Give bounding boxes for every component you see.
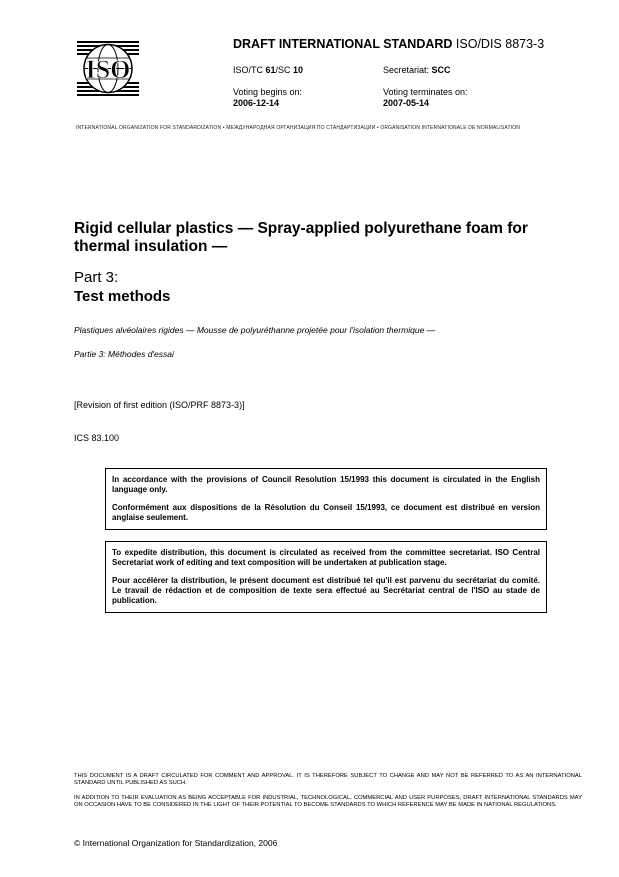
document-title: Rigid cellular plastics — Spray-applied polyurethane foam for thermal insulation — [74, 220, 528, 255]
distribution-notice-box [105, 541, 547, 613]
part-name: Test methods [74, 288, 171, 305]
voting-ends-label: Voting terminates on: [383, 87, 468, 97]
secretariat [383, 65, 451, 76]
voting-begins-date: 2006-12-14 [233, 98, 280, 108]
secretariat-value: SCC [431, 65, 451, 75]
committee-sc: 10 [293, 65, 304, 75]
language-notice-box [105, 468, 547, 530]
evaluation-disclaimer: IN ADDITION TO THEIR EVALUATION AS BEING ACCEPTABLE FOR INDUSTRIAL, TECHNOLOGICAL, COMMERCIAL AND USER PURPOSES, DRAFT INTERNATIONAL STANDARDS MAY ON OCCASION HAVE TO BE CONSIDERED IN THE LIGHT OF THEIR POTENTIAL TO BECOME STANDARDS TO WHICH REFERENCE MAY BE MADE IN NATIONAL REGULATIONS. [74, 795, 582, 808]
iso-logo [77, 41, 139, 96]
voting-ends-date: 2007-05-14 [383, 98, 430, 108]
secretariat-label: Secretariat: [383, 65, 432, 75]
doc-type: DRAFT INTERNATIONAL STANDARD [233, 37, 453, 51]
header-title [233, 37, 544, 51]
voting-begins [233, 87, 302, 109]
french-title: Plastiques alvéolaires rigides — Mousse de polyuréthanne projetée pour l'isolation thermique — [74, 325, 436, 335]
committee [233, 65, 303, 76]
language-notice-en: In accordance with the provisions of Council Resolution 15/1993 this document is circulated in the English language only. [112, 475, 540, 494]
organization-line: INTERNATIONAL ORGANIZATION FOR STANDARDIZATION • МЕЖДУНАРОДНАЯ ОРГАНИЗАЦИЯ ПО СТАНДАРТИЗАЦИИ • ORGANISATION INTERNATIONALE DE NORMALISATION [76, 125, 520, 131]
ics-code: ICS 83.100 [74, 433, 120, 443]
language-notice-fr: Conformément aux dispositions de la Résolution du Conseil 15/1993, ce document est distribué en version anglaise seulement. [112, 503, 540, 522]
draft-disclaimer: THIS DOCUMENT IS A DRAFT CIRCULATED FOR COMMENT AND APPROVAL. IT IS THEREFORE SUBJECT TO CHANGE AND MAY NOT BE REFERRED TO AS AN INTERNATIONAL STANDARD UNTIL PUBLISHED AS SUCH. [74, 773, 582, 786]
voting-ends [383, 87, 468, 109]
iso-logo-text: ISO [85, 55, 131, 84]
part-number: Part 3: [74, 269, 119, 286]
doc-number: ISO/DIS 8873-3 [455, 37, 545, 51]
committee-prefix: ISO/TC [233, 65, 266, 75]
french-part: Partie 3: Méthodes d'essai [74, 349, 174, 359]
revision-note: [Revision of first edition (ISO/PRF 8873-3)] [74, 400, 245, 410]
copyright: © International Organization for Standardization, 2006 [74, 838, 278, 848]
distribution-notice-fr: Pour accélérer la distribution, le présent document est distribué tel qu'il est parvenu du secrétariat du comité. Le travail de rédaction et de composition de texte sera effectué au Secrétariat central de l'ISO au stade de publication. [112, 576, 540, 605]
committee-sep: /SC [275, 65, 294, 75]
voting-begins-label: Voting begins on: [233, 87, 303, 97]
distribution-notice-en: To expedite distribution, this document is circulated as received from the committee secretariat. ISO Central Secretariat work of editing and text composition will be undertaken at publication stage. [112, 548, 540, 567]
committee-tc: 61 [265, 65, 276, 75]
